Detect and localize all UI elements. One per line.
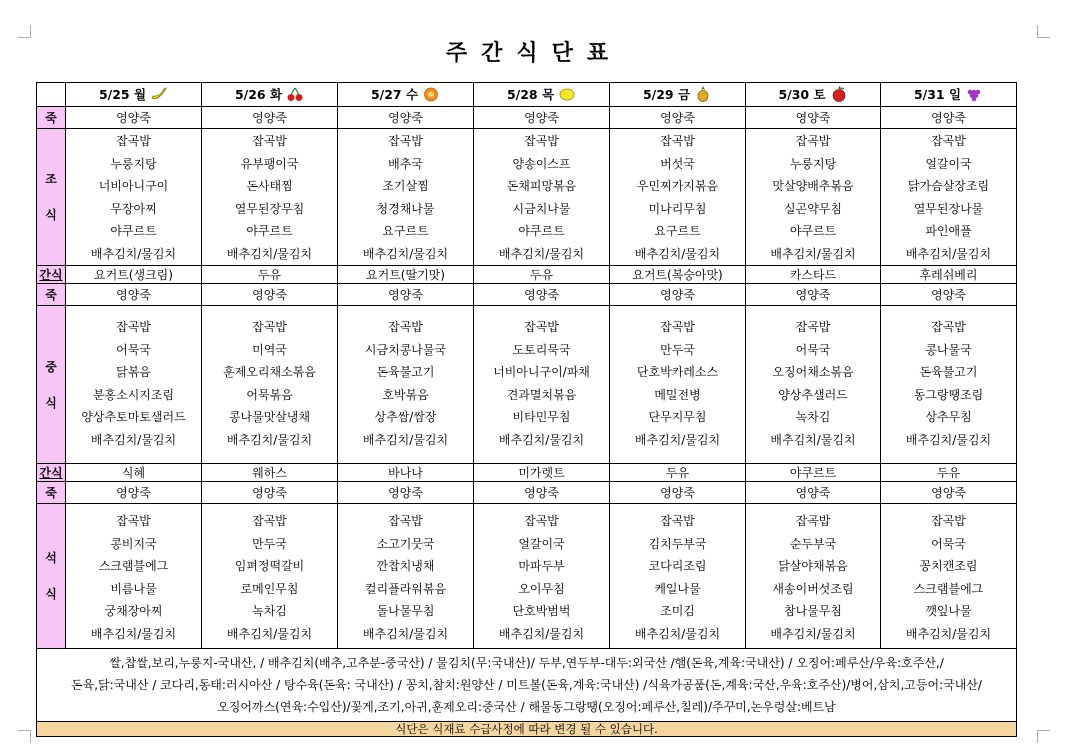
menu-cell: 요거트(생크림) <box>66 266 202 284</box>
menu-item: 잡곡밥 <box>116 134 151 148</box>
menu-cell: 영양죽 <box>66 107 202 129</box>
menu-item: 잡곡밥 <box>252 320 287 334</box>
menu-item: 단호박범벅 <box>512 604 571 618</box>
menu-item: 배추김치/물김치 <box>226 432 313 447</box>
menu-item: 마파두부 <box>518 559 565 573</box>
menu-item: 우민찌가지볶음 <box>636 179 719 193</box>
meal-label-char: 석 <box>45 551 57 565</box>
breakfast-row-label <box>37 129 66 266</box>
page-corner-mark <box>18 730 31 743</box>
menu-item: 맛살양배추볶음 <box>772 179 854 193</box>
menu-cell <box>610 504 746 649</box>
menu-item: 배추김치/물김치 <box>905 432 992 447</box>
menu-item: 시금치나물 <box>512 201 571 216</box>
menu-item: 참나물무침 <box>784 604 842 618</box>
meal-label-char: 식 <box>45 208 57 222</box>
menu-cell <box>746 504 881 649</box>
date-label: 5/29 금 <box>642 86 691 102</box>
menu-item: 잡곡밥 <box>795 134 831 148</box>
menu-cell: 요거트(복숭아맛) <box>610 266 746 284</box>
menu-item: 돈사태찜 <box>246 179 293 193</box>
menu-item: 양상추샐러드 <box>778 387 848 402</box>
dinner-porridge-row-label: 죽 <box>37 482 66 504</box>
menu-cell: 웨하스 <box>202 464 338 482</box>
menu-item: 스크램블에그 <box>98 559 169 573</box>
menu-cell: 영양죽 <box>746 107 881 129</box>
date-header <box>202 83 338 107</box>
menu-item: 돈채피망볶음 <box>506 179 577 193</box>
menu-item: 어묵국 <box>116 342 151 357</box>
menu-cell: 후레쉬베리 <box>881 266 1017 284</box>
afternoon-snack-row <box>37 464 1017 482</box>
origin-info-row <box>37 649 1017 722</box>
menu-item: 얼갈이국 <box>925 156 972 171</box>
menu-item: 미역국 <box>252 342 287 357</box>
menu-cell: 영양죽 <box>338 284 474 306</box>
menu-item: 얼갈이국 <box>518 536 565 551</box>
menu-item: 오이무침 <box>518 581 565 596</box>
menu-item: 파인애플 <box>925 224 972 238</box>
menu-cell: 두유 <box>610 464 746 482</box>
meal-label-char: 식 <box>45 587 57 601</box>
menu-item: 닭살야채볶음 <box>778 559 848 573</box>
banana-icon <box>150 86 168 105</box>
menu-cell: 영양죽 <box>881 284 1017 306</box>
menu-item: 스크램블에그 <box>913 581 984 596</box>
menu-item: 잡곡밥 <box>116 514 151 528</box>
origin-line: 돈육,닭:국내산 / 코다리,동태:러시아산 / 탕수육(돈육: 국내산) / 꽁치,참치:원양산 / 미트볼(돈육,계육:국내산) /식육가공품(돈,계육:국산,우육:호주산)/병어,삼치,고등어:국내산/ <box>71 678 982 692</box>
date-label: 5/30 토 <box>778 86 826 102</box>
menu-item: 미나리무침 <box>648 201 707 216</box>
menu-item: 배추김치/물김치 <box>362 626 449 641</box>
menu-item: 단호박카레소스 <box>636 365 719 379</box>
date-header <box>338 83 474 107</box>
menu-item: 요구르트 <box>382 224 429 238</box>
menu-cell: 미가렛트 <box>474 464 610 482</box>
menu-item: 잡곡밥 <box>116 320 151 334</box>
breakfast-row <box>37 129 1017 266</box>
menu-cell <box>746 306 881 464</box>
origin-line: 쌀,찹쌀,보리,누룽지-국내산, / 배추김치(배추,고추분-중국산) / 물김치(무:국내산)/ 두부,연두부-대두:외국산 /햄(돈육,계육:국내산) / 오징어:페루산/우육:호주산,/ <box>109 656 944 670</box>
menu-item: 분홍소시지조림 <box>92 387 175 402</box>
menu-item: 배추김치/물김치 <box>905 626 992 641</box>
menu-item: 비타민무침 <box>512 410 571 424</box>
menu-item: 순두부국 <box>789 536 837 551</box>
menu-item: 잡곡밥 <box>931 134 966 148</box>
menu-item: 단무지무침 <box>648 410 707 424</box>
menu-cell: 영양죽 <box>610 482 746 504</box>
date-label: 5/26 화 <box>234 86 283 102</box>
menu-cell: 영양죽 <box>881 482 1017 504</box>
menu-item: 잡곡밥 <box>524 134 559 148</box>
menu-item: 요구르트 <box>654 224 701 238</box>
menu-item: 도토리묵국 <box>512 342 571 357</box>
menu-cell <box>338 306 474 464</box>
menu-item: 잡곡밥 <box>252 134 287 148</box>
menu-item: 어묵국 <box>931 536 966 551</box>
menu-item: 배추김치/물김치 <box>770 626 856 641</box>
menu-item: 배추김치/물김치 <box>634 626 721 641</box>
date-label: 5/25 월 <box>98 86 147 102</box>
menu-item: 야쿠르트 <box>110 224 157 238</box>
menu-cell: 두유 <box>474 266 610 284</box>
origin-line: 오징어까스(연육:수입산)/꽃게,조기,아귀,훈제오리:중국산 / 해물동그랑땡(오징어:페루산,칠레)/주꾸미,논우렁살:베트남 <box>217 700 836 714</box>
menu-item: 배추김치/물김치 <box>634 246 721 261</box>
menu-item: 너비아니구이 <box>98 179 169 193</box>
menu-item: 잡곡밥 <box>660 320 695 334</box>
date-header <box>66 83 202 107</box>
menu-item: 소고기뭇국 <box>376 536 435 551</box>
menu-item: 콩나물국 <box>925 342 972 357</box>
menu-item: 오징어채소볶음 <box>772 365 854 379</box>
menu-item: 궁채장아찌 <box>104 604 163 618</box>
menu-cell: 영양죽 <box>610 284 746 306</box>
menu-item: 양송이스프 <box>512 156 571 171</box>
menu-item: 조미김 <box>660 604 695 618</box>
lunch-porridge-row <box>37 284 1017 306</box>
menu-item: 훈제오리채소볶음 <box>223 365 316 379</box>
menu-item: 잡곡밥 <box>660 134 695 148</box>
menu-cell: 영양죽 <box>474 284 610 306</box>
menu-item: 돈육불고기 <box>919 365 978 379</box>
orange-icon <box>422 86 440 105</box>
date-header <box>610 83 746 107</box>
menu-item: 임펴정떡갈비 <box>234 559 305 573</box>
menu-cell: 영양죽 <box>66 482 202 504</box>
menu-item: 케일나물 <box>654 581 701 596</box>
menu-item: 누룽지탕 <box>789 156 837 171</box>
menu-cell <box>338 504 474 649</box>
menu-item: 누룽지탕 <box>110 156 157 171</box>
menu-cell: 영양죽 <box>66 284 202 306</box>
notice-text: 식단은 식재료 수급사정에 따라 변경 될 수 있습니다. <box>37 722 1017 737</box>
menu-cell: 영양죽 <box>338 107 474 129</box>
menu-item: 야쿠르트 <box>518 224 565 238</box>
menu-cell <box>474 306 610 464</box>
menu-item: 잡곡밥 <box>388 134 423 148</box>
menu-item: 잡곡밥 <box>931 320 966 334</box>
menu-cell: 영양죽 <box>881 107 1017 129</box>
menu-item: 배추김치/물김치 <box>90 626 177 641</box>
menu-cell <box>746 129 881 266</box>
menu-item: 잡곡밥 <box>388 514 423 528</box>
menu-item: 콩비지국 <box>110 536 157 551</box>
lemon-icon <box>558 86 576 105</box>
meal-label-char: 중 <box>45 359 57 374</box>
menu-cell <box>66 306 202 464</box>
menu-item: 잡곡밥 <box>795 514 831 528</box>
menu-item: 배추김치/물김치 <box>770 432 856 447</box>
menu-item: 코다리조림 <box>648 559 707 573</box>
menu-item: 어묵국 <box>795 342 831 357</box>
menu-cell: 요거트(딸기맛) <box>338 266 474 284</box>
menu-item: 김치두부국 <box>648 536 707 551</box>
menu-item: 녹차김 <box>252 604 287 618</box>
menu-item: 배추김치/물김치 <box>634 432 721 447</box>
cherry-icon <box>286 86 304 105</box>
page-title: 주간식단표 <box>445 41 623 66</box>
menu-item: 깐찹치냉채 <box>376 559 435 573</box>
menu-item: 버섯국 <box>660 156 695 171</box>
menu-item: 시금치콩나물국 <box>364 342 447 357</box>
dinner-row-label <box>37 504 66 649</box>
menu-item: 너비아니구이/파채 <box>493 365 590 379</box>
origin-info <box>37 649 1017 722</box>
menu-cell: 영양죽 <box>338 482 474 504</box>
afternoon-snack-row-label: 간식 <box>37 464 66 482</box>
menu-item: 잡곡밥 <box>660 514 695 528</box>
menu-item: 만두국 <box>660 342 695 357</box>
menu-item: 배추김치/물김치 <box>362 246 449 261</box>
menu-cell <box>881 306 1017 464</box>
menu-item: 배추김치/물김치 <box>362 432 449 447</box>
menu-item: 만두국 <box>252 536 287 551</box>
menu-cell: 영양죽 <box>746 482 881 504</box>
menu-cell <box>66 129 202 266</box>
menu-cell <box>66 504 202 649</box>
menu-cell <box>610 129 746 266</box>
menu-item: 배추김치/물김치 <box>498 246 585 261</box>
menu-item: 배추김치/물김치 <box>498 432 585 447</box>
menu-cell: 영양죽 <box>202 107 338 129</box>
menu-item: 꽁치캔조림 <box>919 559 978 573</box>
menu-item: 닭가슴살장조림 <box>907 179 990 193</box>
menu-item: 조기살찜 <box>382 179 429 193</box>
menu-item: 배추김치/물김치 <box>90 432 177 447</box>
menu-item: 야쿠르트 <box>246 224 293 238</box>
menu-item: 배추김치/물김치 <box>90 246 177 261</box>
menu-cell <box>338 129 474 266</box>
menu-item: 상추쌈/쌈장 <box>374 410 437 424</box>
meal-label-char: 식 <box>45 395 57 410</box>
menu-cell <box>202 129 338 266</box>
menu-item: 새송이버섯조림 <box>772 581 854 596</box>
menu-cell: 두유 <box>202 266 338 284</box>
menu-item: 잡곡밥 <box>252 514 287 528</box>
menu-item: 열무된장무침 <box>234 201 305 216</box>
menu-item: 녹차김 <box>795 410 831 424</box>
menu-cell: 영양죽 <box>474 482 610 504</box>
menu-cell: 식혜 <box>66 464 202 482</box>
menu-item: 깻잎나물 <box>925 604 972 618</box>
dinner-row <box>37 504 1017 649</box>
menu-cell: 영양죽 <box>610 107 746 129</box>
date-label: 5/27 수 <box>370 86 419 102</box>
page-corner-mark <box>1037 730 1050 743</box>
menu-item: 어묵볶음 <box>246 387 293 402</box>
menu-item: 메밀전병 <box>654 387 701 402</box>
weekly-menu-table <box>36 82 1017 737</box>
menu-item: 배추김치/물김치 <box>498 626 585 641</box>
lunch-row <box>37 306 1017 464</box>
date-header <box>746 83 881 107</box>
menu-item: 로메인무침 <box>240 581 299 596</box>
menu-item: 배추김치/물김치 <box>770 246 856 261</box>
meal-label-char: 조 <box>45 172 57 186</box>
date-header <box>881 83 1017 107</box>
menu-item: 야쿠르트 <box>789 224 837 238</box>
apple-icon <box>830 86 848 105</box>
dinner-porridge-row <box>37 482 1017 504</box>
menu-item: 돈육불고기 <box>376 365 435 379</box>
menu-cell: 영양죽 <box>202 482 338 504</box>
header-corner <box>37 83 66 107</box>
menu-cell <box>202 504 338 649</box>
lunch-porridge-row-label: 죽 <box>37 284 66 306</box>
date-header <box>474 83 610 107</box>
menu-item: 호박볶음 <box>382 387 429 402</box>
menu-item: 잡곡밥 <box>795 320 831 334</box>
notice-row <box>37 722 1017 737</box>
menu-item: 컬리플라워볶음 <box>364 581 447 596</box>
menu-item: 무장아찌 <box>110 201 157 216</box>
menu-item: 열무된장나물 <box>913 201 984 216</box>
breakfast-porridge-row <box>37 107 1017 129</box>
menu-cell <box>881 129 1017 266</box>
menu-cell: 영양죽 <box>746 284 881 306</box>
menu-item: 실곤약무침 <box>784 201 842 216</box>
date-label: 5/31 일 <box>913 86 962 102</box>
menu-item: 닭볶음 <box>116 365 151 379</box>
breakfast-porridge-row-label: 죽 <box>37 107 66 129</box>
menu-item: 동그랑땡조림 <box>913 387 984 402</box>
menu-cell: 바나나 <box>338 464 474 482</box>
morning-snack-row-label: 간식 <box>37 266 66 284</box>
menu-cell <box>202 306 338 464</box>
grape-icon <box>965 86 983 105</box>
menu-item: 배추김치/물김치 <box>905 246 992 261</box>
menu-item: 잡곡밥 <box>524 514 559 528</box>
menu-item: 콩나물맛살냉채 <box>228 410 311 424</box>
menu-cell: 영양죽 <box>202 284 338 306</box>
date-header-row <box>37 83 1017 107</box>
menu-cell <box>474 129 610 266</box>
menu-cell: 영양죽 <box>474 107 610 129</box>
menu-item: 배추국 <box>388 156 423 171</box>
menu-cell: 야쿠르트 <box>746 464 881 482</box>
menu-item: 견과멸치볶음 <box>506 387 577 402</box>
menu-cell: 두유 <box>881 464 1017 482</box>
menu-item: 비름나물 <box>110 581 157 596</box>
menu-item: 잡곡밥 <box>931 514 966 528</box>
menu-item: 청경채나물 <box>376 201 435 216</box>
menu-item: 상추무침 <box>925 410 972 424</box>
menu-cell <box>610 306 746 464</box>
morning-snack-row <box>37 266 1017 284</box>
menu-item: 돌나물무침 <box>376 604 435 618</box>
menu-item: 잡곡밥 <box>524 320 559 334</box>
menu-item: 잡곡밥 <box>388 320 423 334</box>
menu-item: 배추김치/물김치 <box>226 626 313 641</box>
menu-cell <box>881 504 1017 649</box>
lunch-row-label <box>37 306 66 464</box>
menu-cell: 카스타드 <box>746 266 881 284</box>
pineapple-icon <box>694 86 712 105</box>
menu-item: 유부팽이국 <box>240 156 299 171</box>
menu-cell <box>474 504 610 649</box>
date-label: 5/28 목 <box>506 86 555 102</box>
menu-item: 양상추토마토샐러드 <box>81 410 186 424</box>
menu-item: 배추김치/물김치 <box>226 246 313 261</box>
